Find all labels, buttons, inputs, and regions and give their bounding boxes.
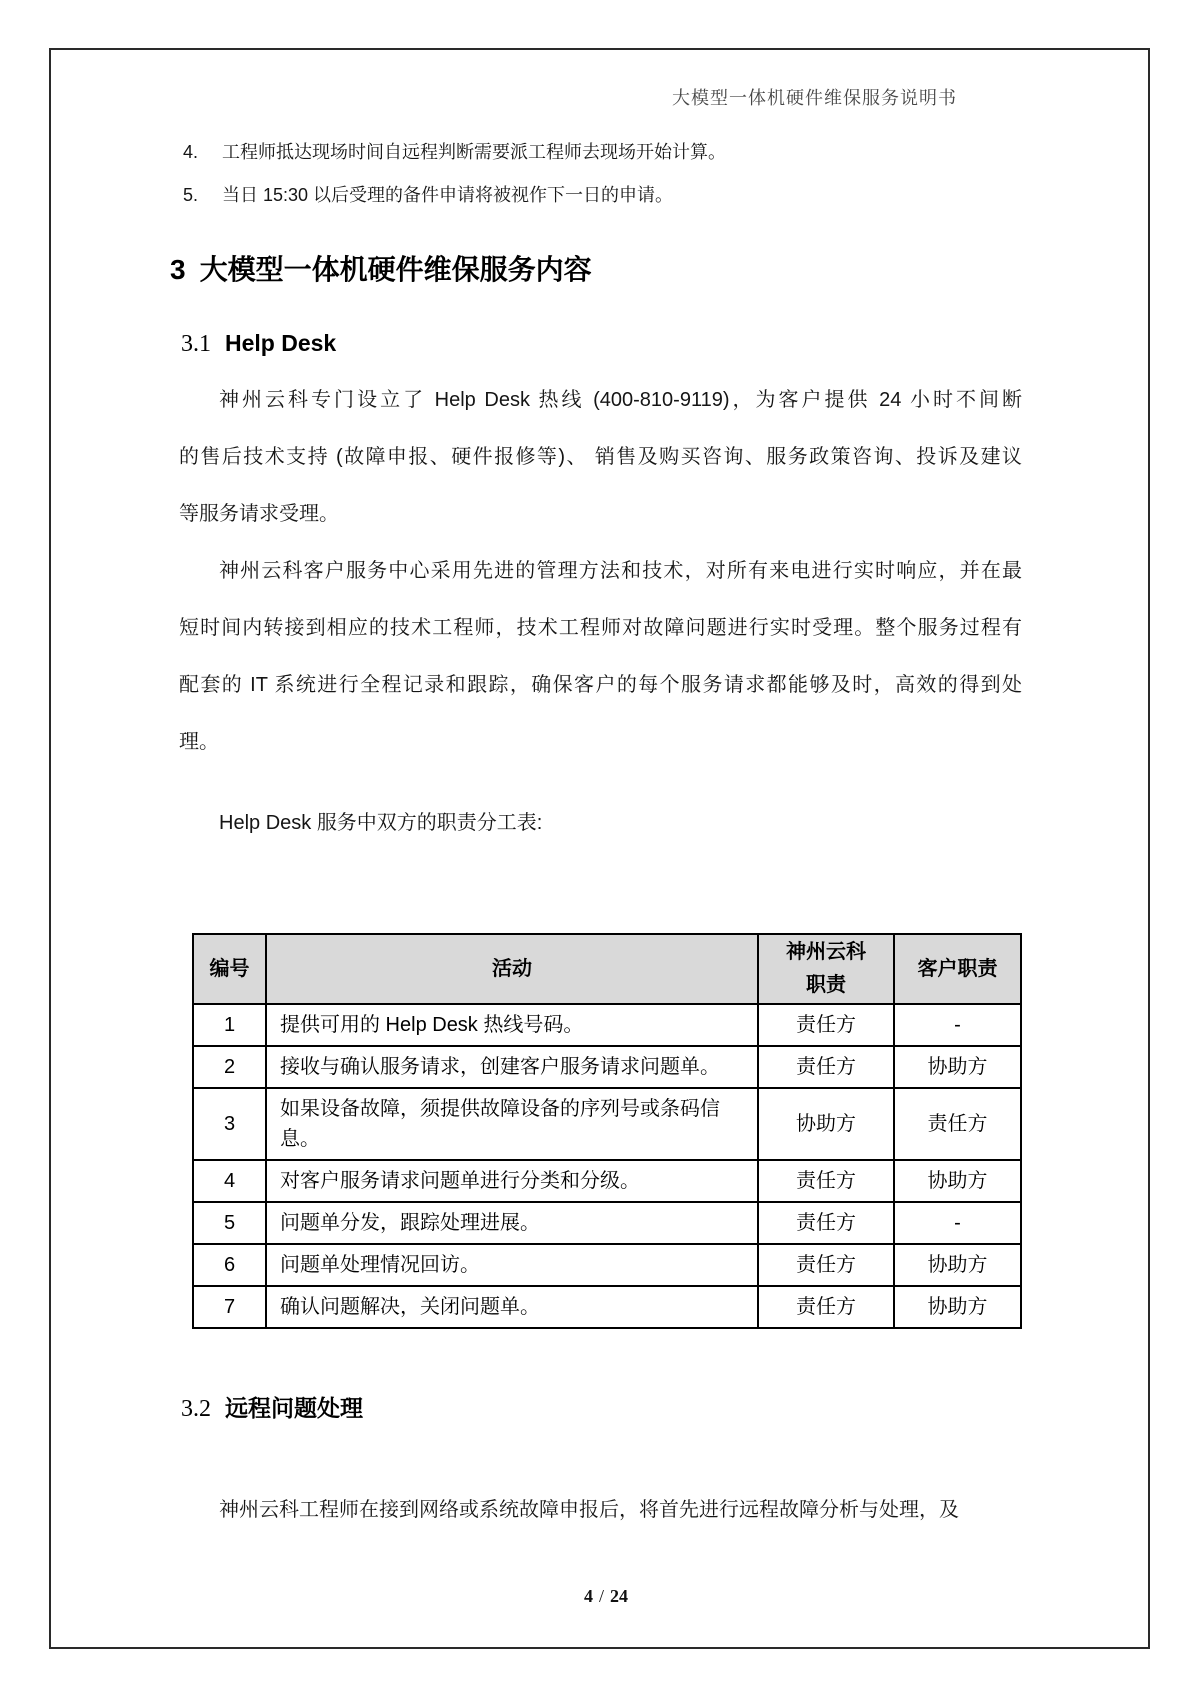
cell-dcc-role: 责任方 [758, 1244, 894, 1286]
cell-dcc-role: 责任方 [758, 1202, 894, 1244]
page-footer [0, 1586, 1200, 1607]
paragraph-line: 等服务请求受理。 [179, 503, 339, 525]
heading-title: Help Desk [225, 330, 337, 356]
footer-total-pages: 24 [610, 1586, 628, 1606]
cell-activity: 如果设备故障，须提供故障设备的序列号或条码信息。 [266, 1088, 758, 1160]
cell-activity: 接收与确认服务请求，创建客户服务请求问题单。 [266, 1046, 758, 1088]
numbered-list [183, 141, 1023, 227]
cell-id: 6 [193, 1244, 266, 1286]
cell-dcc-role: 责任方 [758, 1046, 894, 1088]
cell-activity: 确认问题解决，关闭问题单。 [266, 1286, 758, 1328]
list-item-text: 当日 15:30 以后受理的备件申请将被视作下一日的申请。 [222, 185, 674, 205]
paragraph-line: 理。 [179, 731, 219, 753]
cell-id: 3 [193, 1088, 266, 1160]
document-header-title: 大模型一体机硬件维保服务说明书 [672, 88, 957, 108]
cell-dcc-role: 协助方 [758, 1088, 894, 1160]
section-3-1-heading [181, 330, 1081, 358]
paragraph-line: 短时间内转接到相应的技术工程师，技术工程师对故障问题进行实时受理。整个服务过程有 [179, 617, 1022, 639]
heading-number: 3 [170, 254, 186, 285]
cell-activity: 问题单分发，跟踪处理进展。 [266, 1202, 758, 1244]
cell-activity: 提供可用的 Help Desk 热线号码。 [266, 1004, 758, 1046]
cell-customer-role: 协助方 [894, 1244, 1021, 1286]
paragraph-line: 配套的 IT 系统进行全程记录和跟踪，确保客户的每个服务请求都能够及时，高效的得到处 [179, 674, 1022, 696]
section-3-heading [170, 248, 1070, 288]
cell-dcc-role: 责任方 [758, 1286, 894, 1328]
header-dcc-line1: 神州云科 [786, 941, 866, 963]
footer-separator: / [598, 1586, 604, 1606]
cell-activity: 问题单处理情况回访。 [266, 1244, 758, 1286]
heading-number: 3.2 [181, 1396, 211, 1422]
table-header-row [193, 934, 1021, 1004]
list-item-text: 工程师抵达现场时间自远程判断需要派工程师去现场开始计算。 [222, 142, 726, 162]
section-3-2-heading [181, 1390, 1081, 1423]
header-dcc-line2: 职责 [806, 974, 846, 996]
header-cell-activity: 活动 [266, 934, 758, 1004]
heading-title: 远程问题处理 [225, 1395, 363, 1421]
cell-dcc-role: 责任方 [758, 1004, 894, 1046]
table-row [193, 1046, 1021, 1088]
table-row [193, 1286, 1021, 1328]
table-row [193, 1160, 1021, 1202]
paragraph-helpdesk-hotline [179, 372, 1022, 543]
header-cell-customer-responsibility: 客户职责 [894, 934, 1021, 1004]
paragraph-line: 神州云科客户服务中心采用先进的管理方法和技术，对所有来电进行实时响应，并在最 [219, 560, 1022, 582]
header-cell-dcc-responsibility [758, 934, 894, 1004]
heading-number: 3.1 [181, 331, 211, 357]
list-item-5 [183, 184, 1023, 206]
table-intro-text: Help Desk 服务中双方的职责分工表: [219, 812, 543, 834]
list-item-4 [183, 141, 1023, 163]
list-item-number: 4. [183, 142, 199, 162]
paragraph-line: 神州云科工程师在接到网络或系统故障申报后，将首先进行远程故障分析与处理，及 [219, 1499, 959, 1521]
heading-title: 大模型一体机硬件维保服务内容 [199, 254, 592, 285]
paragraph-service-center [179, 543, 1022, 771]
footer-current-page: 4 [583, 1586, 593, 1606]
table-row [193, 1004, 1021, 1046]
cell-customer-role: 协助方 [894, 1286, 1021, 1328]
table-row [193, 1202, 1021, 1244]
cell-id: 1 [193, 1004, 266, 1046]
paragraph-remote-handling [179, 1482, 1022, 1539]
cell-customer-role: - [894, 1202, 1021, 1244]
cell-dcc-role: 责任方 [758, 1160, 894, 1202]
cell-customer-role: - [894, 1004, 1021, 1046]
cell-customer-role: 协助方 [894, 1160, 1021, 1202]
cell-id: 2 [193, 1046, 266, 1088]
cell-customer-role: 协助方 [894, 1046, 1021, 1088]
cell-id: 5 [193, 1202, 266, 1244]
table-row [193, 1088, 1021, 1160]
list-item-number: 5. [183, 185, 199, 205]
paragraph-line: 的售后技术支持 (故障申报、硬件报修等)、 销售及购买咨询、服务政策咨询、投诉及建议 [179, 446, 1022, 468]
cell-id: 7 [193, 1286, 266, 1328]
paragraph-line: 神州云科专门设立了 Help Desk 热线 (400-810-9119)，为客户提供 24 小时不间断 [219, 389, 1022, 411]
responsibility-table [192, 933, 1022, 1329]
cell-id: 4 [193, 1160, 266, 1202]
header-cell-id: 编号 [193, 934, 266, 1004]
table-row [193, 1244, 1021, 1286]
cell-customer-role: 责任方 [894, 1088, 1021, 1160]
cell-activity: 对客户服务请求问题单进行分类和分级。 [266, 1160, 758, 1202]
